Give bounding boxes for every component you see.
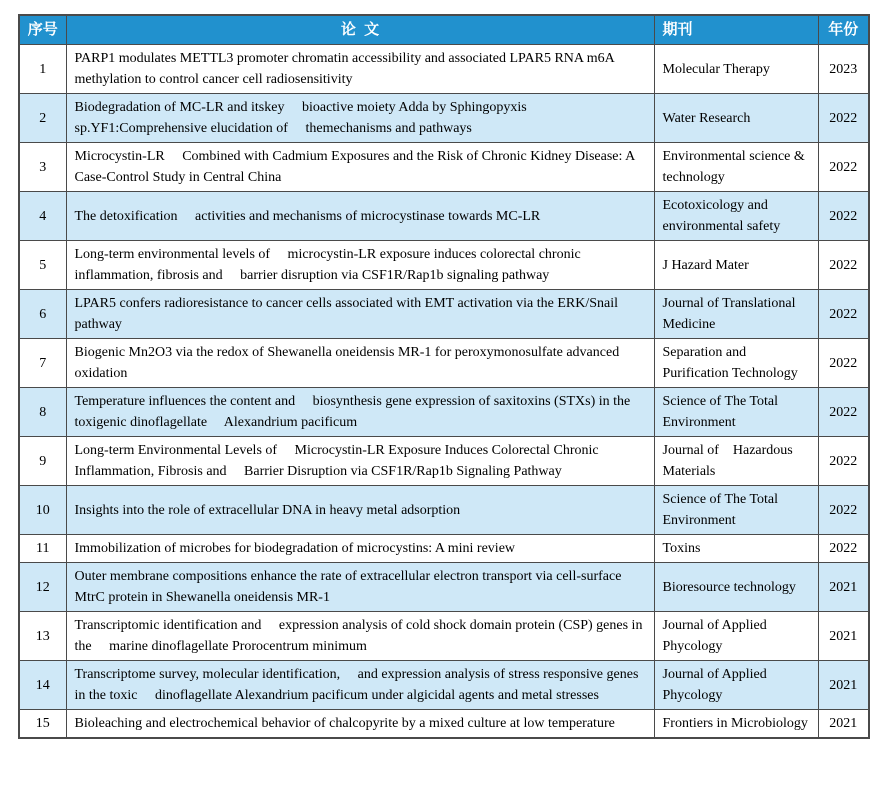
cell-no: 5 [19, 241, 66, 290]
cell-no: 9 [19, 437, 66, 486]
column-header-title: 论 文 [66, 15, 654, 45]
cell-year: 2022 [818, 486, 869, 535]
table-row [19, 563, 869, 612]
table-row [19, 45, 869, 94]
table-row [19, 535, 869, 563]
cell-no: 4 [19, 192, 66, 241]
cell-title: Outer membrane compositions enhance the rate of extracellular electron transport via cell-surface MtrC protein in Shewanella oneidensis MR-1 [66, 563, 654, 612]
cell-no: 2 [19, 94, 66, 143]
table-row [19, 661, 869, 710]
cell-title: Long-term Environmental Levels of Microcystin-LR Exposure Induces Colorectal Chronic Inflammation, Fibrosis and Barrier Disruption via CSF1R/Rap1b Signaling Pathway [66, 437, 654, 486]
cell-journal: Science of The Total Environment [654, 388, 818, 437]
cell-journal: Journal of Translational Medicine [654, 290, 818, 339]
cell-journal: Journal of Applied Phycology [654, 661, 818, 710]
cell-title: Transcriptomic identification and expression analysis of cold shock domain protein (CSP) genes in the marine dinoflagellate Prorocentrum minimum [66, 612, 654, 661]
table-row [19, 486, 869, 535]
cell-year: 2021 [818, 710, 869, 739]
cell-year: 2022 [818, 388, 869, 437]
cell-year: 2022 [818, 290, 869, 339]
header-row [19, 15, 869, 45]
cell-no: 11 [19, 535, 66, 563]
cell-title: LPAR5 confers radioresistance to cancer cells associated with EMT activation via the ERK/Snail pathway [66, 290, 654, 339]
table-row [19, 339, 869, 388]
cell-title: Long-term environmental levels of microcystin-LR exposure induces colorectal chronic inflammation, fibrosis and barrier disruption via CSF1R/Rap1b signaling pathway [66, 241, 654, 290]
cell-title: Biogenic Mn2O3 via the redox of Shewanella oneidensis MR-1 for peroxymonosulfate advanced oxidation [66, 339, 654, 388]
table-row [19, 388, 869, 437]
cell-no: 15 [19, 710, 66, 739]
cell-year: 2022 [818, 143, 869, 192]
cell-year: 2022 [818, 94, 869, 143]
cell-journal: Journal of Applied Phycology [654, 612, 818, 661]
cell-no: 8 [19, 388, 66, 437]
table-row [19, 192, 869, 241]
table-row [19, 612, 869, 661]
cell-year: 2021 [818, 612, 869, 661]
cell-journal: Environmental science & technology [654, 143, 818, 192]
cell-journal: Toxins [654, 535, 818, 563]
table-row [19, 143, 869, 192]
table-header [19, 15, 869, 45]
cell-title: Microcystin-LR Combined with Cadmium Exposures and the Risk of Chronic Kidney Disease: A Case-Control Study in Central China [66, 143, 654, 192]
cell-year: 2022 [818, 339, 869, 388]
table-row [19, 241, 869, 290]
cell-title: Bioleaching and electrochemical behavior of chalcopyrite by a mixed culture at low temperature [66, 710, 654, 739]
cell-year: 2023 [818, 45, 869, 94]
cell-no: 14 [19, 661, 66, 710]
cell-title: Insights into the role of extracellular DNA in heavy metal adsorption [66, 486, 654, 535]
cell-year: 2021 [818, 661, 869, 710]
cell-journal: Journal of Hazardous Materials [654, 437, 818, 486]
cell-journal: J Hazard Mater [654, 241, 818, 290]
cell-year: 2022 [818, 192, 869, 241]
column-header-year: 年份 [818, 15, 869, 45]
cell-journal: Water Research [654, 94, 818, 143]
table-row [19, 94, 869, 143]
column-header-no: 序号 [19, 15, 66, 45]
cell-no: 1 [19, 45, 66, 94]
cell-journal: Frontiers in Microbiology [654, 710, 818, 739]
cell-title: PARP1 modulates METTL3 promoter chromatin accessibility and associated LPAR5 RNA m6A methylation to control cancer cell radiosensitivity [66, 45, 654, 94]
cell-title: Biodegradation of MC-LR and itskey bioactive moiety Adda by Sphingopyxis sp.YF1:Comprehensive elucidation of themechanisms and pathways [66, 94, 654, 143]
cell-title: Temperature influences the content and biosynthesis gene expression of saxitoxins (STXs) in the toxigenic dinoflagellate Alexandrium pacificum [66, 388, 654, 437]
column-header-journal: 期刊 [654, 15, 818, 45]
cell-year: 2022 [818, 241, 869, 290]
cell-journal: Ecotoxicology and environmental safety [654, 192, 818, 241]
cell-no: 7 [19, 339, 66, 388]
cell-no: 3 [19, 143, 66, 192]
cell-year: 2022 [818, 535, 869, 563]
cell-year: 2022 [818, 437, 869, 486]
table-row [19, 437, 869, 486]
cell-year: 2021 [818, 563, 869, 612]
table-row [19, 710, 869, 739]
table-row [19, 290, 869, 339]
cell-no: 10 [19, 486, 66, 535]
cell-no: 6 [19, 290, 66, 339]
cell-journal: Bioresource technology [654, 563, 818, 612]
cell-no: 12 [19, 563, 66, 612]
publications-table [18, 14, 870, 739]
cell-title: The detoxification activities and mechanisms of microcystinase towards MC-LR [66, 192, 654, 241]
cell-no: 13 [19, 612, 66, 661]
table-body [19, 45, 869, 739]
cell-journal: Science of The Total Environment [654, 486, 818, 535]
cell-title: Transcriptome survey, molecular identification, and expression analysis of stress responsive genes in the toxic dinoflagellate Alexandrium pacificum under algicidal agents and metal stresses [66, 661, 654, 710]
cell-journal: Separation and Purification Technology [654, 339, 818, 388]
cell-journal: Molecular Therapy [654, 45, 818, 94]
cell-title: Immobilization of microbes for biodegradation of microcystins: A mini review [66, 535, 654, 563]
